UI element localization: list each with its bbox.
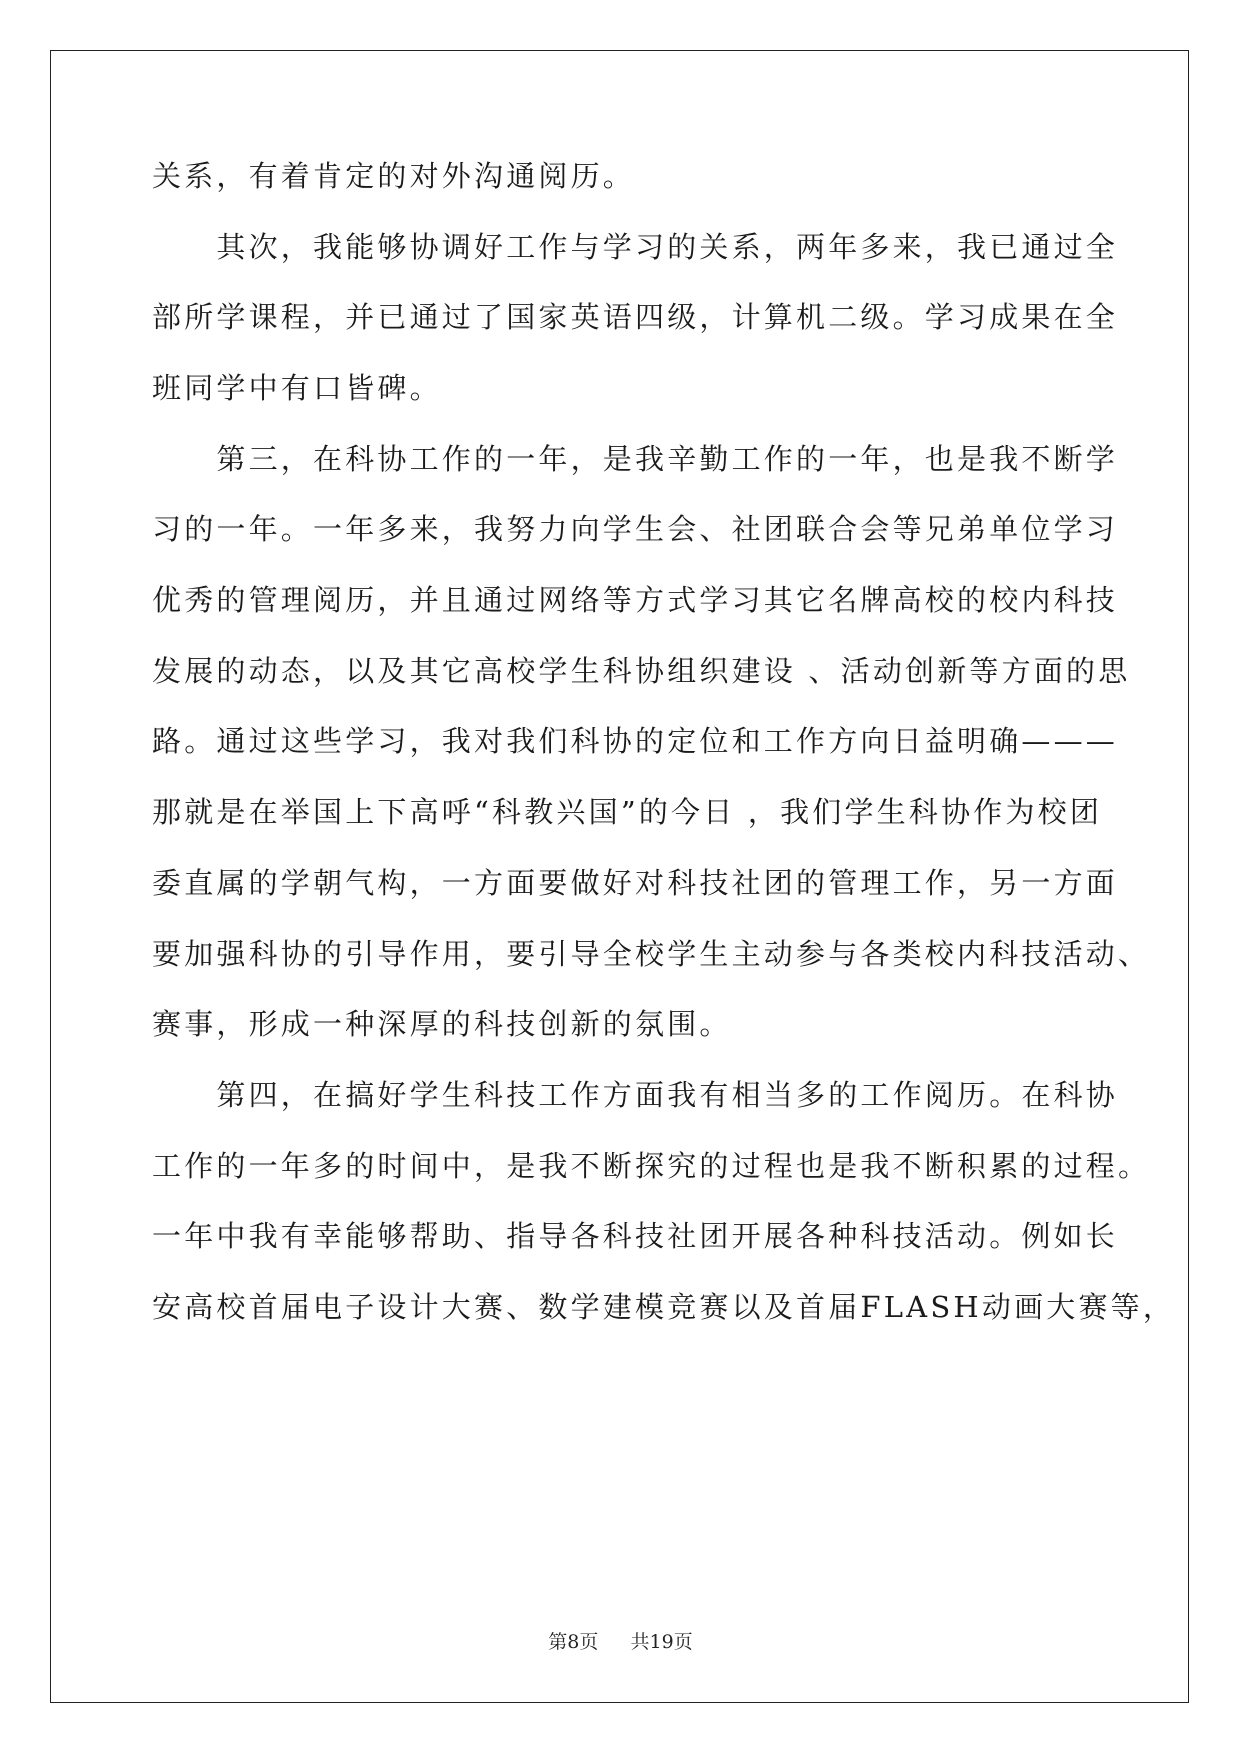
text-line: 优秀的管理阅历，并且通过网络等方式学习其它名牌高校的校内科技 (152, 583, 1119, 617)
page-footer (0, 1627, 1241, 1654)
text-line: 委直属的学朝气构，一方面要做好对科技社团的管理工作，另一方面 (152, 866, 1119, 900)
text-line: 一年中我有幸能够帮助、指导各科技社团开展各种科技活动。例如长 (152, 1219, 1119, 1253)
text-line: 第四，在搞好学生科技工作方面我有相当多的工作阅历。在科协 (152, 1078, 1119, 1112)
page-number: 第8页 (548, 1631, 599, 1653)
text-line: 发展的动态，以及其它高校学生科协组织建设 、活动创新等方面的思 (152, 654, 1131, 688)
page-total: 共19页 (630, 1631, 693, 1653)
text-line: 关系，有着肯定的对外沟通阅历。 (152, 159, 636, 193)
text-line: 赛事，形成一种深厚的科技创新的氛围。 (152, 1007, 732, 1041)
text-line: 要加强科协的引导作用，要引导全校学生主动参与各类校内科技活动、 (152, 937, 1151, 971)
text-line: 习的一年。一年多来，我努力向学生会、社团联合会等兄弟单位学习 (152, 512, 1119, 546)
text-line: 其次，我能够协调好工作与学习的关系，两年多来，我已通过全 (152, 230, 1119, 264)
text-line: 第三，在科协工作的一年，是我辛勤工作的一年，也是我不断学 (152, 442, 1119, 476)
text-line: 安高校首届电子设计大赛、数学建模竞赛以及首届FLASH动画大赛等， (152, 1290, 1176, 1324)
text-line: 那就是在举国上下高呼“科教兴国”的今日 ，我们学生科协作为校团 (152, 795, 1103, 829)
text-line: 部所学课程，并已通过了国家英语四级，计算机二级。学习成果在全 (152, 300, 1119, 334)
text-line: 工作的一年多的时间中，是我不断探究的过程也是我不断积累的过程。 (152, 1149, 1151, 1183)
text-line: 路。通过这些学习，我对我们科协的定位和工作方向日益明确——— (152, 724, 1119, 758)
text-line: 班同学中有口皆碑。 (152, 371, 442, 405)
